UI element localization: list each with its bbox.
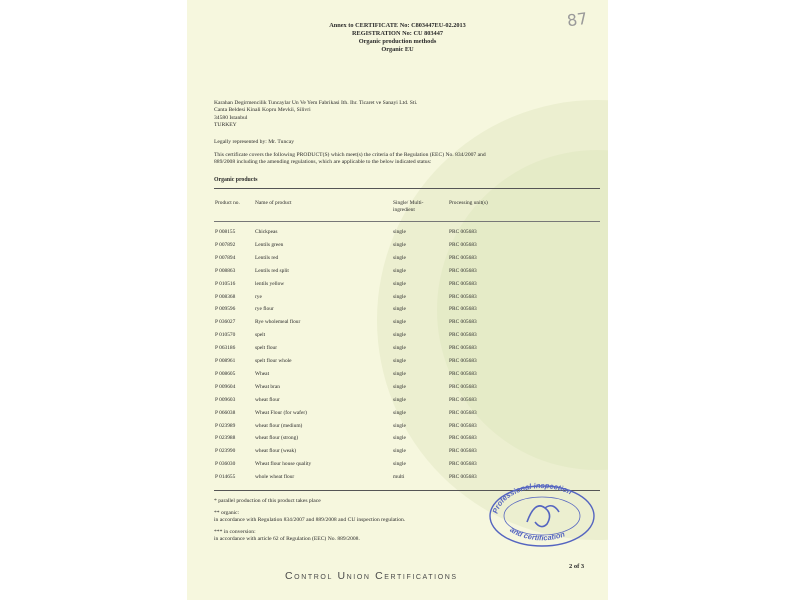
product-no: P 066038 [215, 409, 236, 416]
product-no: P 007894 [215, 254, 236, 261]
product-no: P 063186 [215, 345, 236, 352]
header-methods-line: Organic production methods [358, 38, 437, 45]
product-name: Wheat Flour (for wafer) [255, 409, 307, 416]
header-certificate-line: Annex to CERTIFICATE No: C803447EU-02.2013 [329, 22, 466, 29]
legal-representative: Legally represented by: Mr. Tuncay [214, 139, 295, 145]
table-row [187, 281, 608, 294]
processing-unit: PRC 005683 [449, 229, 477, 235]
column-single-multi-2: ingredient [393, 207, 415, 213]
section-title: Organic products [214, 177, 258, 183]
table-row [187, 448, 608, 461]
product-type: single [393, 358, 406, 364]
table-row [187, 371, 608, 384]
column-processing: Processing unit(s) [449, 200, 488, 206]
processing-unit: PRC 005683 [449, 435, 477, 442]
product-type: single [393, 241, 406, 248]
handwritten-mark: 87 [565, 8, 589, 31]
product-type: single [393, 448, 406, 455]
table-row [187, 255, 608, 268]
product-name: whole wheat flour [255, 474, 295, 481]
product-type: single [393, 280, 406, 287]
product-type: single [393, 383, 406, 390]
product-name: wheat flour (weak) [255, 448, 297, 455]
product-no: P 036027 [215, 319, 236, 326]
table-row [187, 423, 608, 436]
product-no: P 007892 [215, 241, 236, 248]
table-row [187, 268, 608, 281]
certification-stamp [487, 478, 597, 548]
processing-unit: PRC 005683 [449, 358, 477, 364]
product-name: wheat flour [255, 396, 280, 403]
note-parallel: * parallel production of this product takes place [214, 498, 321, 504]
processing-unit: PRC 005683 [449, 422, 477, 429]
product-no: P 008155 [215, 229, 236, 235]
table-header-rule [214, 221, 600, 222]
table-row [187, 229, 608, 242]
table-row [187, 319, 608, 332]
product-name: spelt [255, 332, 266, 339]
processing-unit: PRC 005683 [449, 474, 477, 481]
table-row [187, 461, 608, 474]
processing-unit: PRC 005683 [449, 293, 477, 300]
product-name: Wheat flour house quality [255, 461, 312, 468]
column-name: Name of product [255, 200, 292, 206]
product-name: rye flour [255, 306, 274, 313]
product-type: single [393, 345, 406, 352]
header-registration-line: REGISTRATION No: CU 803447 [351, 30, 444, 37]
stamp-top-text: Professional inspection [490, 480, 574, 515]
product-type: single [393, 461, 406, 468]
product-name: Lentils green [255, 241, 284, 248]
table-row [187, 358, 608, 371]
product-no: P 010516 [215, 280, 236, 287]
processing-unit: PRC 005683 [449, 448, 477, 455]
product-name: rye [255, 293, 262, 300]
note-organic-label: ** organic: [214, 510, 240, 516]
product-no: P 008961 [215, 358, 236, 364]
product-name: spelt flour whole [255, 358, 292, 364]
processing-unit: PRC 005683 [449, 332, 477, 339]
product-type: single [393, 409, 406, 416]
product-type: single [393, 396, 406, 403]
table-row [187, 384, 608, 397]
company-street: Canta Beldesi Kinali Kopru Mevkii, Silivri [214, 107, 311, 113]
note-conversion-text: in accordance with article 62 of Regulation (EEC) No. 889/2008. [214, 536, 360, 542]
column-single-multi: Single/ Multi- [393, 200, 424, 206]
product-type: single [393, 435, 406, 442]
stamp-signature [527, 506, 559, 527]
table-row [187, 332, 608, 345]
product-name: wheat flour (medium) [255, 422, 303, 429]
certificate-page [187, 0, 608, 600]
product-type: single [393, 293, 406, 300]
product-name: wheat flour (strong) [255, 435, 299, 442]
table-row [187, 294, 608, 307]
product-no: P 009604 [215, 383, 236, 390]
company-country: TURKEY [214, 122, 237, 128]
footer-brand: Control Union Certifications [285, 570, 458, 582]
processing-unit: PRC 005683 [449, 461, 477, 468]
table-row [187, 397, 608, 410]
product-name: Rye wholemeal flour [255, 319, 301, 326]
table-row [187, 410, 608, 423]
note-organic-text: in accordance with Regulation 834/2007 and 889/2008 and CU inspection regulation. [214, 517, 406, 523]
company-name: Karahan Degirmencilik Tuncaylar Un Ve Yem Fabrikasi Ith. Ihr. Ticaret ve Sanayi Ltd. Sti. [214, 100, 418, 106]
product-type: single [393, 422, 406, 429]
table-header-row [187, 200, 608, 213]
processing-unit: PRC 005683 [449, 254, 477, 261]
stamp-bottom-text: and certification [508, 525, 567, 543]
header-scheme-line: Organic EU [381, 46, 414, 53]
column-product-no: Product no. [215, 200, 240, 206]
product-no: P 023989 [215, 422, 236, 429]
processing-unit: PRC 005683 [449, 241, 477, 248]
intro-line-2: 889/2008 including the amending regulations, which are applicable to the below indicated status: [214, 159, 432, 165]
processing-unit: PRC 005683 [449, 383, 477, 390]
product-type: single [393, 370, 406, 377]
product-name: lentils yellow [255, 280, 285, 287]
table-row [187, 345, 608, 358]
processing-unit: PRC 005683 [449, 396, 477, 403]
product-type: single [393, 254, 406, 261]
product-type: single [393, 319, 406, 326]
table-row [187, 242, 608, 255]
product-type: single [393, 332, 406, 339]
product-no: P 009603 [215, 396, 236, 403]
table-row [187, 435, 608, 448]
product-no: P 008368 [215, 293, 236, 300]
product-type: single [393, 267, 406, 274]
note-conversion-label: *** in conversion: [214, 529, 256, 535]
product-no: P 009596 [215, 306, 236, 313]
product-name: Wheat bran [255, 383, 280, 390]
product-no: P 008863 [215, 267, 236, 274]
processing-unit: PRC 005683 [449, 409, 477, 416]
company-postal: 34580 Istanbul [214, 115, 248, 121]
processing-unit: PRC 005683 [449, 319, 477, 326]
product-name: spelt flour [255, 345, 278, 352]
product-type: single [393, 229, 406, 235]
product-no: P 008605 [215, 370, 236, 377]
product-name: Lentils red [255, 254, 279, 261]
product-name: Wheat [255, 370, 270, 377]
processing-unit: PRC 005683 [449, 306, 477, 313]
processing-unit: PRC 005683 [449, 345, 477, 352]
page-number: 2 of 3 [569, 563, 585, 570]
product-no: P 023990 [215, 448, 236, 455]
product-name: Lentils red split [255, 267, 289, 274]
table-row [187, 306, 608, 319]
table-top-rule [214, 188, 600, 189]
product-no: P 023988 [215, 435, 236, 442]
intro-line-1: This certificate covers the following PRODUCT(S) which meet(s) the criteria of the Regulation (EEC) No. 834/2007 and [214, 152, 486, 158]
product-no: P 036030 [215, 461, 236, 468]
product-type: single [393, 306, 406, 313]
processing-unit: PRC 005683 [449, 280, 477, 287]
processing-unit: PRC 005683 [449, 370, 477, 377]
product-type: multi [393, 474, 405, 481]
product-no: P 010570 [215, 332, 236, 339]
product-no: P 014655 [215, 474, 236, 481]
product-name: Chickpeas [255, 229, 278, 235]
processing-unit: PRC 005683 [449, 267, 477, 274]
